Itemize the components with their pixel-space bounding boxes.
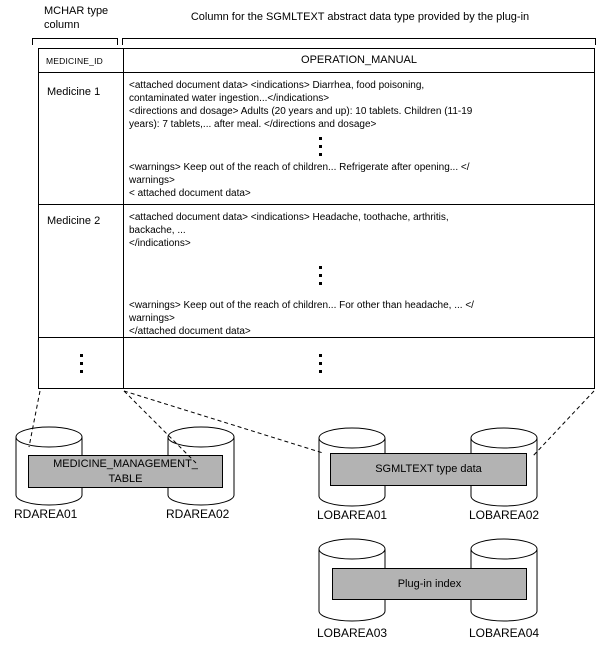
label-lobarea01: LOBAREA01	[317, 508, 388, 522]
cell-medicine-1-manual	[124, 73, 594, 204]
vertical-ellipsis	[319, 137, 322, 156]
sgml-text-line: years): 7 tablets,... after meal. </directions and dosage>	[129, 119, 377, 130]
cell-medicine-2-id	[39, 205, 124, 337]
cell-medicine-2-manual	[124, 205, 594, 337]
label-lobarea04: LOBAREA04	[469, 626, 540, 640]
header-cell-operation-manual: OPERATION_MANUAL	[301, 54, 417, 66]
table-row-medicine-2	[39, 205, 594, 338]
mchar-column-label-line2: column	[44, 19, 80, 31]
cell-more-manual	[124, 338, 594, 388]
table-row-medicine-1	[39, 73, 594, 205]
medicine-1-label: Medicine 1	[47, 86, 101, 98]
sgml-text-line: <warnings> Keep out of the reach of children... For other than headache, ... </	[129, 300, 474, 311]
sgml-text-line: warnings>	[129, 313, 175, 324]
sgml-text-line: </indications>	[129, 238, 191, 249]
mchar-column-label	[44, 4, 108, 32]
table-row-more	[39, 338, 594, 388]
bracket-sgmltext-column	[122, 38, 596, 45]
vertical-ellipsis	[319, 354, 322, 373]
bracket-mchar-column	[32, 38, 118, 45]
sgml-text-line: <warnings> Keep out of the reach of children... Refrigerate after opening... </	[129, 162, 470, 173]
sgml-text-line: < attached document data>	[129, 188, 251, 199]
medicine-2-label: Medicine 2	[47, 215, 101, 227]
header-cell-medicine-id: MEDICINE_ID	[39, 49, 124, 72]
cell-medicine-1-id	[39, 73, 124, 204]
medicine-management-table-box	[28, 455, 223, 488]
sgml-text-line: warnings>	[129, 175, 175, 186]
medicine-management-table	[38, 48, 595, 389]
sgmltext-column-label: Column for the SGMLTEXT abstract data type provided by the plug-in	[190, 11, 530, 23]
label-lobarea03: LOBAREA03	[317, 626, 388, 640]
sgml-text-line: <attached document data> <indications> Headache, toothache, arthritis,	[129, 212, 449, 223]
plugin-index-box: Plug-in index	[332, 568, 527, 600]
vertical-ellipsis	[80, 354, 83, 373]
sgmltext-type-data-box: SGMLTEXT type data	[330, 453, 527, 486]
label-rdarea01: RDAREA01	[14, 507, 78, 521]
table-header-row	[39, 49, 594, 73]
sgml-text-line: contaminated water ingestion...</indications>	[129, 93, 330, 104]
sgml-text-line: <directions and dosage> Adults (20 years and up): 10 tablets. Children (11-19	[129, 106, 473, 117]
sgml-text-line: <attached document data> <indications> Diarrhea, food poisoning,	[129, 80, 425, 91]
label-lobarea02: LOBAREA02	[469, 508, 540, 522]
sgml-text-line: backache, ...	[129, 225, 186, 236]
sgml-text-line: </attached document data>	[129, 326, 251, 337]
vertical-ellipsis	[319, 266, 322, 285]
label-rdarea02: RDAREA02	[166, 507, 230, 521]
medicine-box-line1: MEDICINE_MANAGEMENT_	[53, 458, 198, 470]
medicine-box-line2: TABLE	[108, 473, 143, 485]
dashed-line-to-lobarea02	[532, 391, 594, 457]
cell-more-id	[39, 338, 124, 388]
mchar-column-label-line1: MCHAR type	[44, 5, 109, 17]
